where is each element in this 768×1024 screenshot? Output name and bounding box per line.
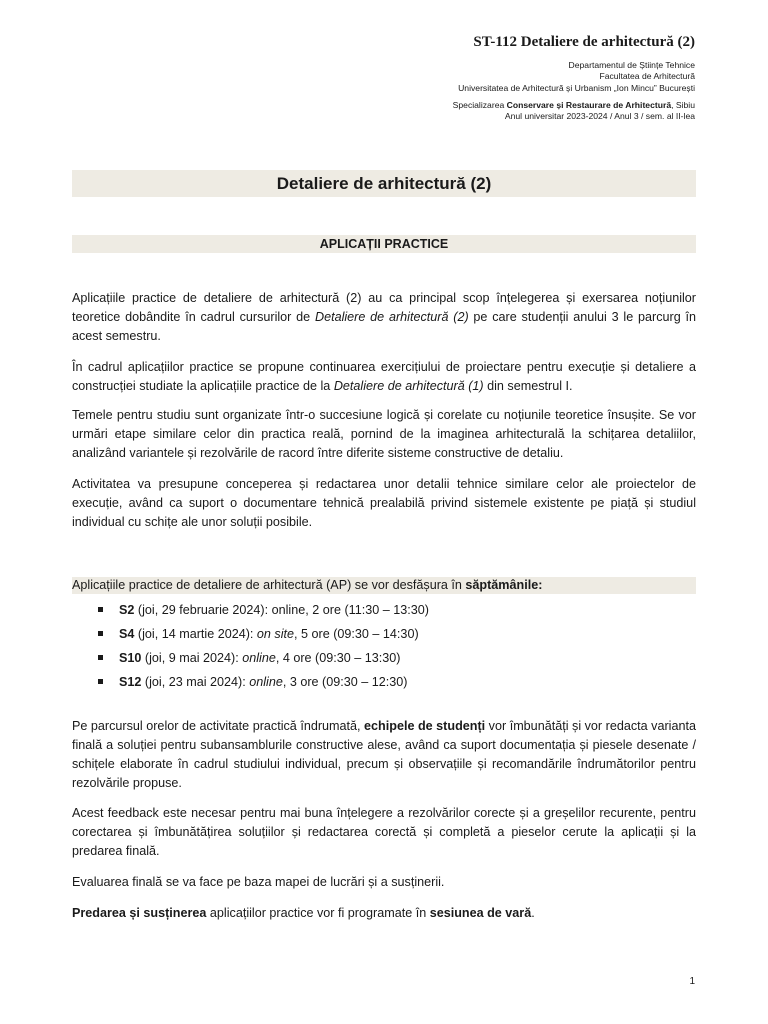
academic-year: Anul universitar 2023-2024 / Anul 3 / sem. al II-lea: [504, 111, 695, 122]
course-code: ST-112 Detaliere de arhitectură (2): [473, 34, 695, 50]
schedule-item: S10 (joi, 9 mai 2024): online, 4 ore (09:30 – 13:30): [98, 646, 429, 670]
paragraph-2: În cadrul aplicațiilor practice se propune continuarea exercițiului de proiectare pentru execuție și detaliere a construcției studiate la aplicațiile practice de la Detaliere de arhitectură (1) din semestrul I.: [72, 360, 696, 393]
bullet-square-icon: [98, 631, 103, 636]
university: Universitatea de Arhitectură și Urbanism „Ion Mincu” București: [458, 82, 695, 93]
specialization-name: Conservare și Restaurare de Arhitectură: [506, 99, 672, 110]
paragraph-4: Activitatea va presupune conceperea și redactarea unor detalii tehnice similare celor ale proiectelor de execuție, având ca suport o documentare tehnică prealabilă privind sistemele existente pe piață și studiul individual cu schițe ale unor soluții posibile.: [72, 477, 696, 529]
schedule-list: [98, 598, 429, 694]
schedule-item: S12 (joi, 23 mai 2024): online, 3 ore (09:30 – 12:30): [98, 670, 429, 694]
bullet-square-icon: [98, 655, 103, 660]
bullet-square-icon: [98, 607, 103, 612]
schedule-weeks-label: săptămânile:: [465, 578, 543, 592]
department: Departamentul de Științe Tehnice: [568, 60, 695, 70]
paragraph-3: Temele pentru studiu sunt organizate într-o succesiune logică și corelate cu noțiunile teoretice însușite. Se vor urmări etape similare celor din practica reală, pornind de la imaginea arhitecturală la schițarea detaliilor, analizând variantele și rezolvările de racord între diferite sisteme constructive de detaliu.: [72, 408, 696, 460]
faculty: Facultatea de Arhitectură: [599, 71, 695, 82]
bullet-square-icon: [98, 679, 103, 684]
paragraph-7: Evaluarea finală se va face pe baza mapei de lucrări și a susținerii.: [72, 875, 445, 889]
page-title: Detaliere de arhitectură (2): [72, 170, 696, 197]
schedule-item: S2 (joi, 29 februarie 2024): online, 2 ore (11:30 – 13:30): [98, 598, 429, 622]
specialization: Specializarea Conservare și Restaurare de Arhitectură, Sibiu: [452, 99, 695, 110]
document-header: [453, 34, 695, 122]
page-number: 1: [689, 976, 695, 987]
paragraph-1: Aplicațiile practice de detaliere de arhitectură (2) au ca principal scop înțelegerea și exersarea noțiunilor teoretice dobândite în cadrul cursurilor de Detaliere de arhitectură (2) pe care studenții anului 3 le parcurg în acest semestru.: [72, 291, 696, 343]
paragraph-6: Acest feedback este necesar pentru mai buna înțelegere a rezolvărilor corecte și a greșelilor recurente, pentru corectarea și îmbunătățirea soluțiilor și redactarea corectă și completă a pieselor cerute la aplicații și la predarea finală.: [72, 806, 696, 858]
schedule-intro: Aplicațiile practice de detaliere de arhitectură (AP) se vor desfășura în săptămânile:: [72, 577, 696, 594]
paragraph-5: Pe parcursul orelor de activitate practică îndrumată, echipele de studenți vor îmbunătăți și vor redacta varianta finală a soluției pentru subansamblurile constructive alese, având ca suport documentația și piesele desenate / schițele elaborate în cadrul studiului individual, precum și observațiile și recomandările îndrumătorilor pentru rezolvările propuse.: [72, 719, 696, 790]
section-title: APLICAȚII PRACTICE: [72, 235, 696, 253]
schedule-item: S4 (joi, 14 martie 2024): on site, 5 ore (09:30 – 14:30): [98, 622, 429, 646]
paragraph-8: Predarea și susținerea aplicațiilor practice vor fi programate în sesiunea de vară.: [72, 906, 535, 920]
